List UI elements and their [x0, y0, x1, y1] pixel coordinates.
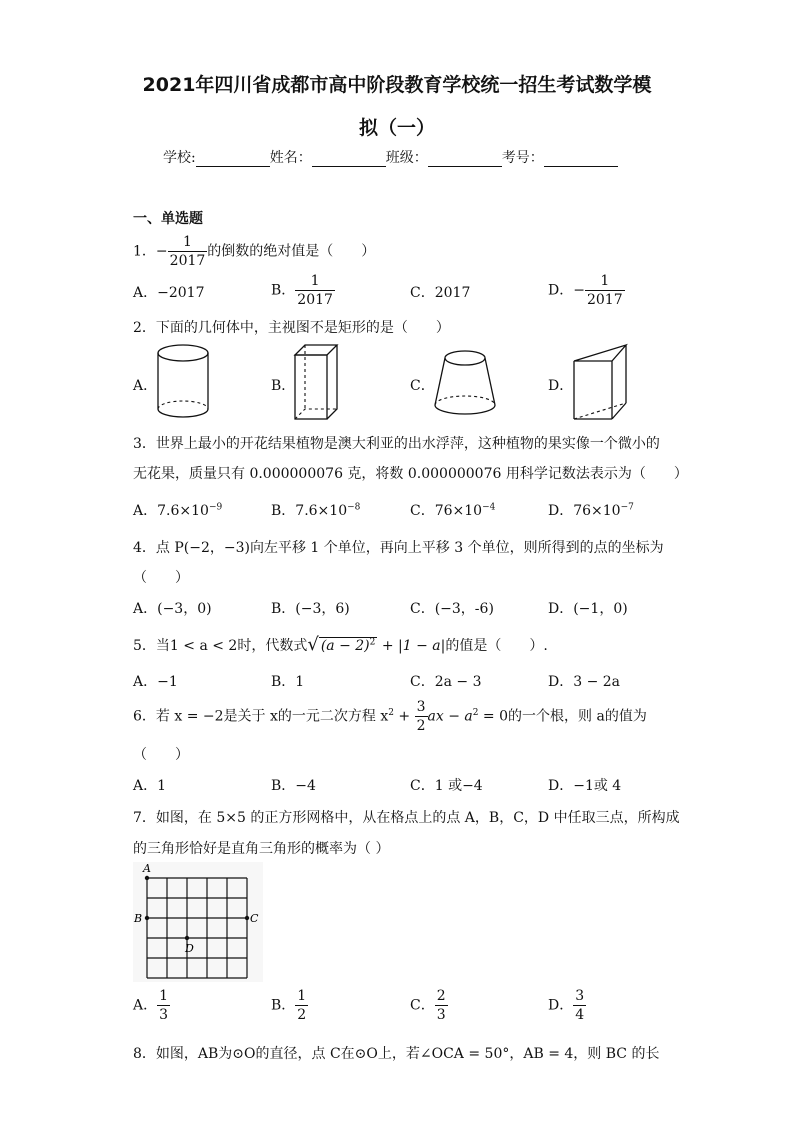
question-3-line2: 无花果，质量只有 0.000000076 克，将数 0.000000076 用科学记数法表示为（ ） — [133, 466, 688, 482]
grid-label-d: D — [185, 942, 194, 955]
school-field[interactable] — [196, 152, 270, 167]
q1-option-d[interactable]: D．− $\frac{1}{2017}$ — [548, 273, 623, 308]
q2-option-b[interactable]: B． — [271, 378, 296, 394]
q1-option-a[interactable]: A．−2017 — [133, 285, 205, 301]
question-7-line2: 的三角形恰好是直角三角形的概率为（ ） — [133, 841, 390, 857]
q4-option-d[interactable]: D．(−1，0) — [548, 601, 628, 617]
q6-option-c[interactable]: C．1 或−4 — [410, 778, 483, 794]
sqrt-body: $(a - 2)^2$ — [320, 637, 376, 654]
q4-option-c[interactable]: C．(−3，-6) — [410, 601, 494, 617]
question-6-line2: （ ） — [133, 747, 189, 763]
q3-option-d[interactable]: D．$76\times 10^{-7}$ — [548, 502, 634, 519]
class-field[interactable] — [428, 152, 502, 167]
q1-minus: − — [155, 243, 168, 260]
prism-figure — [572, 343, 628, 423]
question-1 — [133, 233, 375, 270]
grid-label-c: C — [250, 912, 259, 925]
question-4-line2: （ ） — [133, 570, 189, 586]
q4-option-a[interactable]: A．(−3，0) — [133, 601, 212, 617]
q1-text: 的倒数的绝对值是（ ） — [207, 243, 376, 260]
page-title: 2021年四川省成都市高中阶段教育学校统一招生考试数学模 — [142, 74, 652, 96]
q5-option-d[interactable]: D．3 − 2a — [548, 674, 621, 690]
name-label: 姓名： — [269, 150, 312, 166]
q6-option-d[interactable]: D．−1或 4 — [548, 778, 622, 794]
question-5: 5．当1 < a < 2时，代数式√ $(a - 2)^2 + |1 - a|$的值是（ ）. — [133, 634, 548, 655]
q1-fraction — [168, 233, 208, 270]
cuboid-figure — [293, 343, 339, 421]
page-title-line2: 拟（一） — [358, 117, 435, 139]
id-field[interactable] — [544, 152, 618, 167]
q2-option-c[interactable]: C． — [410, 378, 435, 394]
q7-option-d[interactable]: D． $\frac{3}{4}$ — [548, 988, 585, 1023]
question-4-line1: 4．点 P(−2，−3)向左平移 1 个单位，再向上平移 3 个单位，则所得到的点的坐标为 — [133, 540, 664, 556]
name-field[interactable] — [312, 152, 386, 167]
grid-figure — [133, 862, 263, 982]
q7-option-a[interactable]: A． $\frac{1}{3}$ — [133, 988, 169, 1023]
info-row — [163, 147, 618, 167]
grid-label-a: A — [143, 862, 151, 875]
class-label: 班级： — [385, 150, 428, 166]
q1-number: 1． — [133, 243, 156, 260]
q7-option-b[interactable]: B． $\frac{1}{2}$ — [271, 988, 307, 1023]
grid-label-b: B — [134, 912, 143, 925]
q2-option-d[interactable]: D． — [548, 378, 574, 394]
school-label: 学校: — [163, 150, 196, 166]
q1-frac-num: 1 — [168, 233, 208, 252]
q4-option-b[interactable]: B．(−3，6) — [271, 601, 350, 617]
q1-option-b[interactable]: B． $\frac{1}{2017}$ — [271, 273, 333, 308]
question-8: 8．如图，AB为⊙O的直径，点 C在⊙O上，若∠OCA = 50°，AB = 4，则 BC 的长 — [133, 1046, 660, 1062]
q6-option-a[interactable]: A．1 — [133, 778, 167, 794]
q3-option-b[interactable]: B．$7.6\times 10^{-8}$ — [271, 502, 361, 519]
question-2: 2．下面的几何体中，主视图不是矩形的是（ ） — [133, 320, 450, 336]
sqrt-sign: √ — [307, 634, 319, 655]
section-title: 一、单选题 — [133, 211, 203, 227]
frustum-figure — [433, 348, 497, 416]
q6-option-b[interactable]: B．−4 — [271, 778, 316, 794]
q3-option-a[interactable]: A．$7.6\times 10^{-9}$ — [133, 502, 223, 519]
question-3-line1: 3．世界上最小的开花结果植物是澳大利亚的出水浮萍，这种植物的果实像一个微小的 — [133, 436, 660, 452]
q2-option-a[interactable]: A． — [133, 378, 158, 394]
q1-frac-den: 2017 — [169, 253, 206, 269]
q7-option-c[interactable]: C． $\frac{2}{3}$ — [410, 988, 446, 1023]
q3-option-c[interactable]: C．$76\times 10^{-4}$ — [410, 502, 496, 519]
q5-option-a[interactable]: A．−1 — [133, 674, 178, 690]
q5-option-b[interactable]: B．1 — [271, 674, 305, 690]
question-6: 6．若 x = −2是关于 x的一元二次方程 $x^2$ + $\frac{3}{2}$ ax − $a^2 = 0$的一个根，则 a的值为 — [133, 699, 647, 734]
question-7-line1: 7．如图，在 5×5 的正方形网格中，从在格点上的点 A，B，C，D 中任取三点，所构成 — [133, 810, 680, 826]
cylinder-figure — [155, 343, 211, 419]
q5-option-c[interactable]: C．2a − 3 — [410, 674, 482, 690]
id-label: 考号： — [501, 150, 544, 166]
q1-option-c[interactable]: C．2017 — [410, 285, 471, 301]
